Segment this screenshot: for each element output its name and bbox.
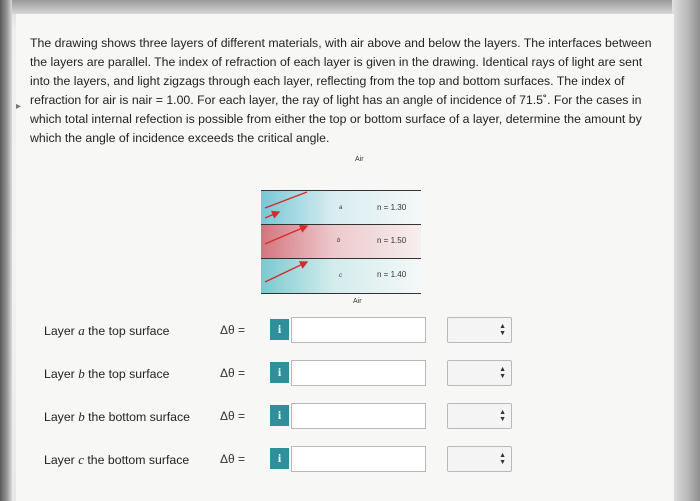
select-arrows-icon: ▲ ▼ xyxy=(499,409,506,423)
delta-theta-label: Δθ = xyxy=(220,323,246,337)
delta-theta-label: Δθ = xyxy=(220,452,246,466)
layer-a-index: n = 1.30 xyxy=(377,203,407,212)
answer-row xyxy=(16,403,674,429)
info-button[interactable]: i xyxy=(270,319,289,340)
select-arrows-icon: ▲ ▼ xyxy=(499,366,506,380)
answer-label: Layer c the bottom surface xyxy=(44,452,190,467)
answer-input[interactable] xyxy=(291,403,426,429)
answer-label: Layer b the bottom surface xyxy=(44,409,190,424)
air-label-bottom: Air xyxy=(353,298,362,305)
layers-figure xyxy=(261,156,431,314)
answer-input[interactable] xyxy=(291,446,426,472)
unit-select[interactable] xyxy=(447,403,512,429)
delta-theta-label: Δθ = xyxy=(220,366,246,380)
bullet-mark: ▸ xyxy=(16,101,22,112)
screen-bezel-top xyxy=(0,0,700,14)
unit-select[interactable] xyxy=(447,317,512,343)
ray-layer-c xyxy=(265,262,307,282)
layer-c-index: n = 1.40 xyxy=(377,270,407,279)
layer-letter-a: a xyxy=(339,205,343,211)
select-arrows-icon: ▲ ▼ xyxy=(499,452,506,466)
ray-layer-a xyxy=(265,192,307,218)
question-page xyxy=(16,14,674,501)
air-label-top: Air xyxy=(355,156,364,163)
ray-layer-b xyxy=(265,226,307,244)
screen-bezel-right xyxy=(672,0,700,501)
answer-row xyxy=(16,446,674,472)
unit-select[interactable] xyxy=(447,360,512,386)
answer-row xyxy=(16,317,674,343)
unit-select[interactable] xyxy=(447,446,512,472)
screen-bezel-left xyxy=(0,0,12,501)
answer-label: Layer b the top surface xyxy=(44,366,170,381)
answer-input[interactable] xyxy=(291,317,426,343)
delta-theta-label: Δθ = xyxy=(220,409,246,423)
layer-b-index: n = 1.50 xyxy=(377,236,407,245)
info-button[interactable]: i xyxy=(270,405,289,426)
question-text: The drawing shows three layers of different materials, with air above and below the layers. The interfaces between the layers are parallel. The index of refraction of each layer is given in the drawing. Identical rays of light are sent into the layers, and light zigzags through each layer, reflecting from the top and bottom surfaces. The index of refraction for air is nair = 1.00. For each layer, the ray of light has an angle of incidence of 71.5˚. For the cases in which total internal refection is possible from either the top or bottom surface of a layer, determine the amount by which the angle of incidence exceeds the critical angle. xyxy=(30,36,652,145)
info-button[interactable]: i xyxy=(270,362,289,383)
layer-letter-b: b xyxy=(337,238,341,244)
select-arrows-icon: ▲ ▼ xyxy=(499,323,506,337)
answer-input[interactable] xyxy=(291,360,426,386)
light-rays xyxy=(261,190,421,294)
answer-label: Layer a the top surface xyxy=(44,323,170,338)
answer-row xyxy=(16,360,674,386)
layer-letter-c: c xyxy=(339,273,342,279)
info-button[interactable]: i xyxy=(270,448,289,469)
